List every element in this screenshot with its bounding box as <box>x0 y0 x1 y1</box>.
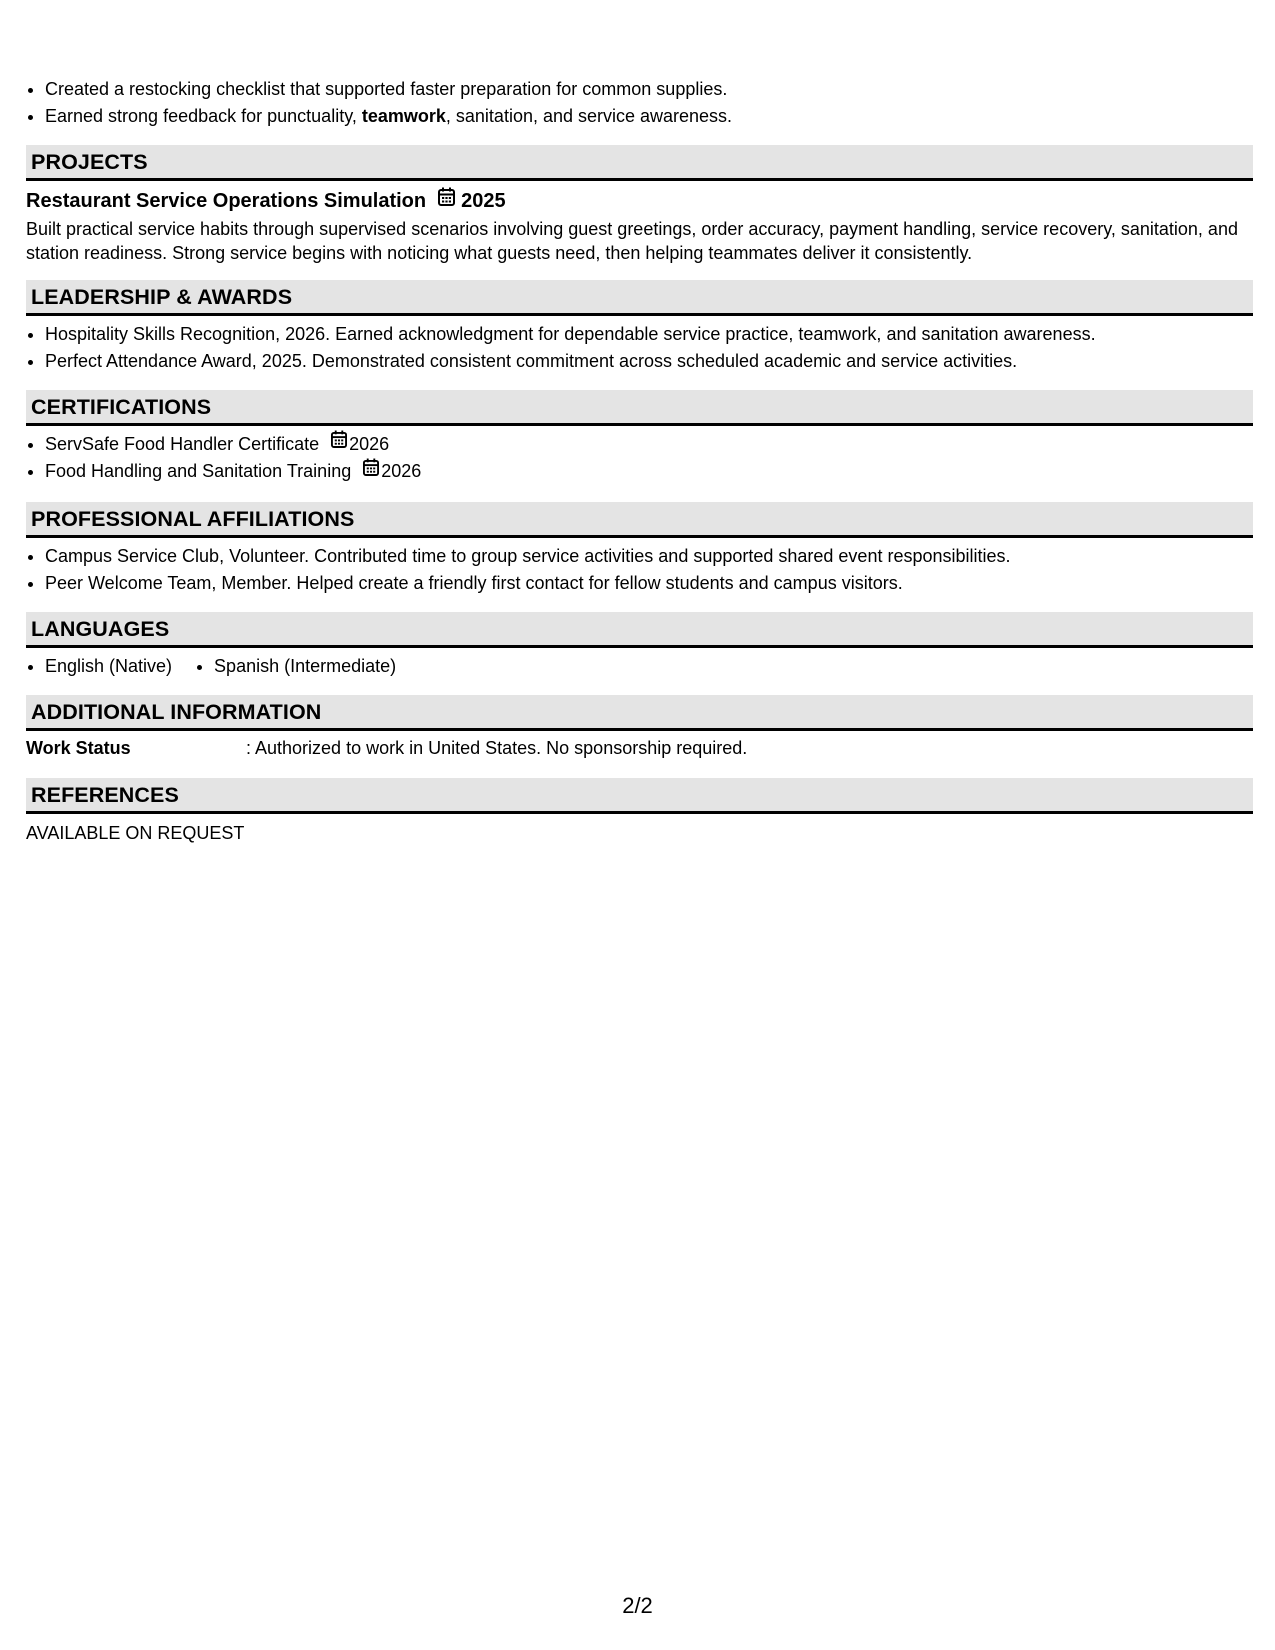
certification-name: Food Handling and Sanitation Training <box>45 461 352 482</box>
section-heading-projects: PROJECTS <box>26 145 1253 181</box>
calendar-icon <box>363 457 379 484</box>
experience-bullets <box>26 76 1253 130</box>
project-title-row <box>26 187 1253 216</box>
languages-list <box>26 653 438 680</box>
work-status-label: Work Status <box>26 738 131 759</box>
list-item <box>45 431 1253 459</box>
bullet-text: Created a restocking checklist that supported faster preparation for common supplies. <box>45 79 728 99</box>
affiliations-list <box>26 543 1253 597</box>
bullet-text: Earned strong feedback for punctuality, <box>45 106 362 126</box>
list-item: • Peer Welcome Team, Member. Helped create a friendly first contact for fellow students and campus visitors. <box>45 570 1253 597</box>
section-heading-certifications: CERTIFICATIONS <box>26 390 1253 426</box>
list-item: • English (Native) <box>45 653 172 680</box>
calendar-icon <box>438 186 455 214</box>
work-status-row <box>26 735 1253 762</box>
project-description: Built practical service habits through supervised scenarios involving guest greetings, order accuracy, payment handling, service recovery, sanitation, and station readiness. Strong service begins with noticing what guests need, then helping teammates deliver it consistently. <box>26 218 1238 263</box>
section-heading-affiliations: PROFESSIONAL AFFILIATIONS <box>26 502 1253 538</box>
calendar-icon <box>331 429 347 456</box>
resume-page <box>26 0 1253 847</box>
certification-name: ServSafe Food Handler Certificate <box>45 433 320 454</box>
list-item: • Hospitality Skills Recognition, 2026. Earned acknowledgment for dependable service practice, teamwork, and sanitation awareness. <box>45 321 1253 348</box>
work-status-value: : Authorized to work in United States. No sponsorship required. <box>246 738 748 759</box>
list-item <box>45 458 1253 486</box>
certification-year: 2026 <box>381 461 422 482</box>
list-item: • Spanish (Intermediate) <box>214 653 396 680</box>
page-number: 2/2 <box>622 1593 653 1618</box>
bullet-text: , sanitation, and service awareness. <box>445 106 733 126</box>
list-item <box>45 103 1253 130</box>
certifications-list <box>26 431 1253 487</box>
project-title: Restaurant Service Operations Simulation <box>26 190 427 212</box>
list-item <box>45 76 1253 103</box>
section-heading-languages: LANGUAGES <box>26 612 1253 648</box>
project-year: 2025 <box>461 190 506 212</box>
references-text: AVAILABLE ON REQUEST <box>26 823 245 844</box>
leadership-list <box>26 321 1253 375</box>
section-heading-references: REFERENCES <box>26 778 1253 814</box>
list-item: • Campus Service Club, Volunteer. Contributed time to group service activities and supported shared event responsibilities. <box>45 543 1253 570</box>
languages-row <box>26 653 1253 680</box>
certification-year: 2026 <box>349 433 390 454</box>
section-heading-additional: ADDITIONAL INFORMATION <box>26 695 1253 731</box>
bullet-emphasis: teamwork <box>361 106 446 126</box>
section-heading-leadership: LEADERSHIP & AWARDS <box>26 280 1253 316</box>
list-item: • Perfect Attendance Award, 2025. Demonstrated consistent commitment across scheduled academic and service activities. <box>45 348 1253 375</box>
